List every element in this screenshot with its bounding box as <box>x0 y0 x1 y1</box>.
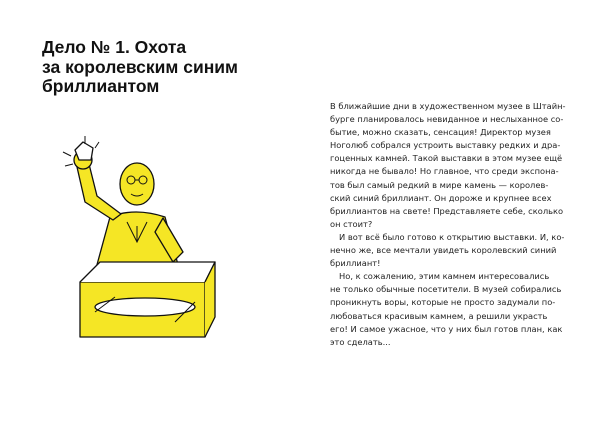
text-line: гоценных камней. Такой выставки в этом музее ещё <box>330 153 563 164</box>
chapter-title <box>42 38 238 97</box>
title-line: за королевским синим <box>42 56 238 77</box>
text-line: проникнуть воры, которые не просто задумали по- <box>330 297 556 308</box>
text-line: бытие, можно сказать, сенсация! Директор музея <box>330 127 551 138</box>
text-line: Но, к сожалению, этим камнем интересовались <box>339 271 550 282</box>
text-line: В ближайшие дни в художественном музее в Штайн- <box>330 101 566 111</box>
text-line: не только обычные посетители. В музей собирались <box>330 284 562 295</box>
text-line: его! И самое ужасное, что у них был готов план, как <box>330 323 563 334</box>
text-line: нечно же, все мечтали увидеть королевский синий <box>330 245 557 256</box>
title-line: Дело № 1. Охота <box>42 37 187 57</box>
text-line: ский синий бриллиант. Он дороже и крупнее всех <box>330 192 552 203</box>
text-line: Ноголюб собрался устроить выставку редких и дра- <box>330 140 561 151</box>
text-line: И вот всё было готово к открытию выставки. И, ко- <box>339 231 565 242</box>
story-text <box>330 100 566 349</box>
text-line: бриллиант! <box>330 258 381 269</box>
text-line: бурге планировалось невиданное и неслыханное со- <box>330 114 564 125</box>
text-line: тов был самый редкий в мире камень — королев- <box>330 179 549 190</box>
text-line: бриллиантов на свете! Представляете себе, сколько <box>330 205 564 216</box>
text-line: никогда не бывало! Но главное, что среди экспона- <box>330 166 559 177</box>
text-line: это сделать... <box>330 336 391 347</box>
museum-director-illustration <box>55 122 220 347</box>
title-line: бриллиантом <box>42 76 160 96</box>
text-line: любоваться красивым камнем, а решили украсть <box>330 310 548 321</box>
text-line: он стоит? <box>330 218 373 229</box>
